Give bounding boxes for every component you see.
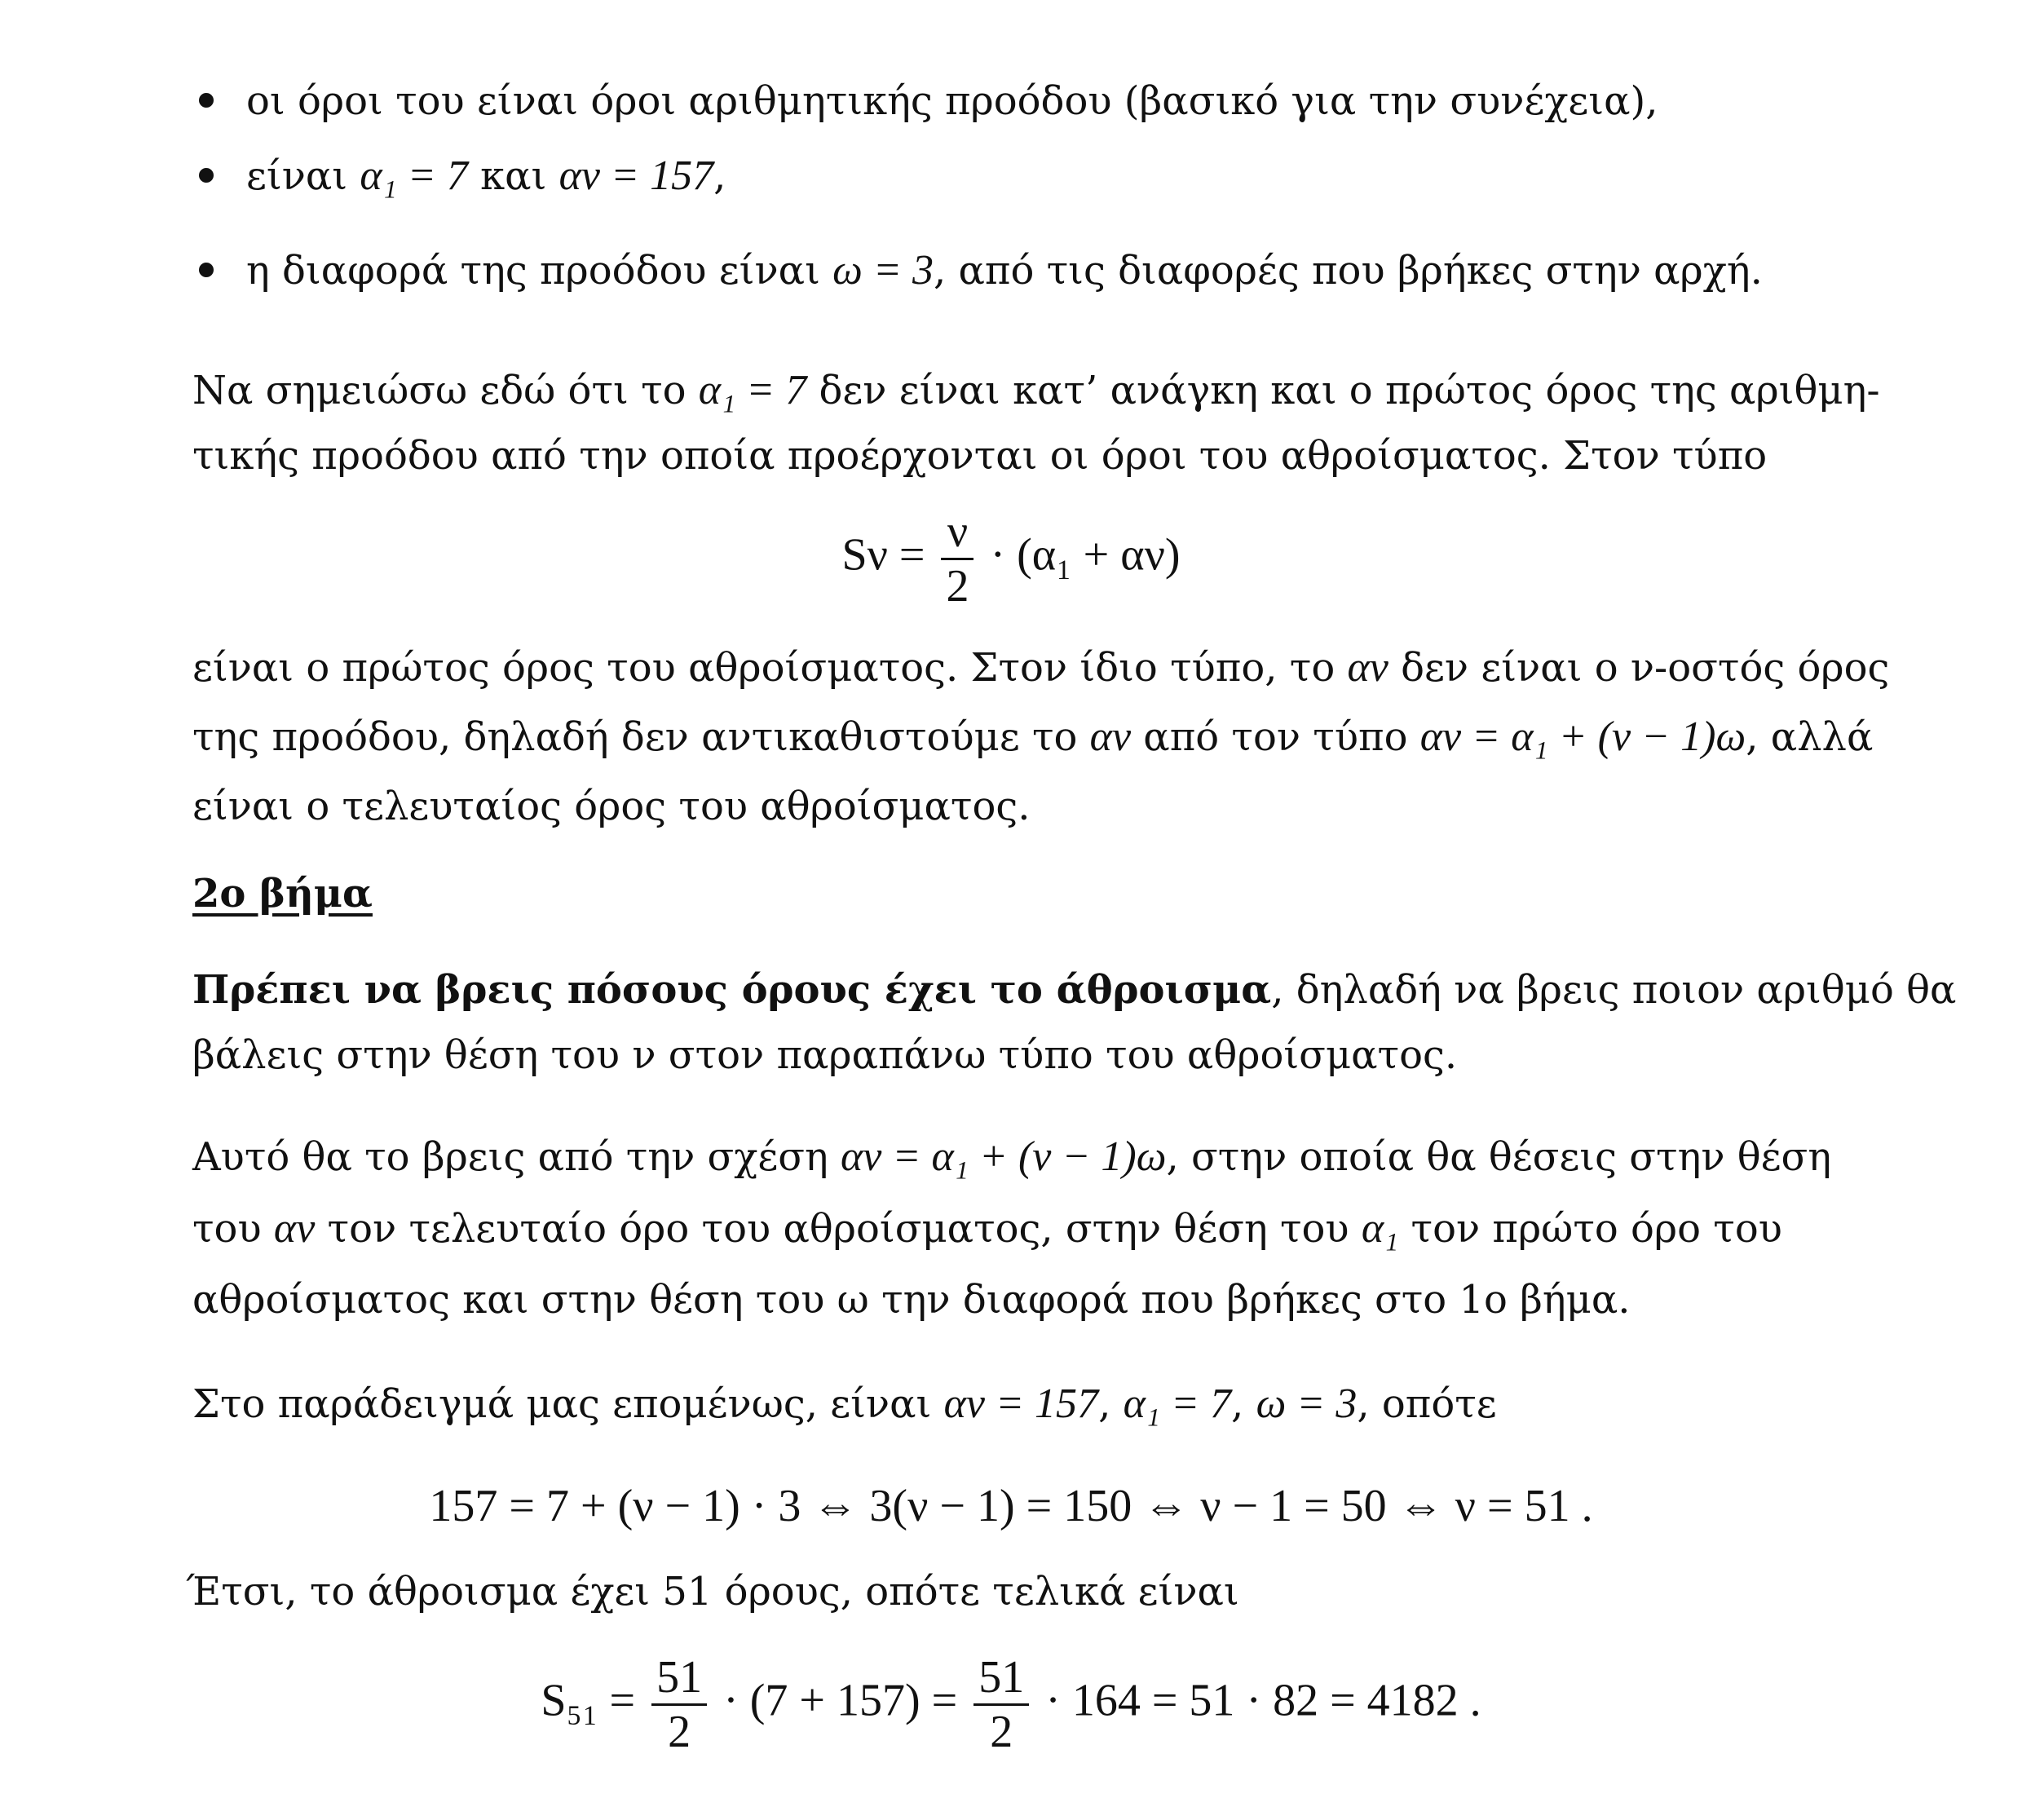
bullet-text: , (713, 153, 726, 199)
bold-text: Πρέπει να βρεις πόσους όρους έχει το άθροισμα (192, 967, 1272, 1013)
bullet-dot (199, 263, 214, 277)
fraction-numerator: 51 (973, 1651, 1029, 1706)
fraction-denominator: 2 (946, 561, 969, 612)
bullet-text: οι όροι του είναι όροι αριθμητικής προόδου (βασικό για την συνέχεια), (246, 78, 1658, 124)
bullet-dot (199, 93, 214, 108)
text: από τον τύπο (1143, 714, 1408, 760)
text: Αυτό θα το βρεις από την σχέση (192, 1134, 828, 1180)
text: τον τελευταίο όρο του αθροίσματος, στην θέση του (327, 1206, 1349, 1252)
text: τον πρώτο όρο του (1411, 1206, 1782, 1252)
paragraph-line (192, 784, 1856, 829)
text: Στο παράδειγμά μας επομένως, είναι (192, 1381, 932, 1427)
paragraph-line (192, 1277, 1856, 1323)
paragraph-line: Στο παράδειγμά μας επομένως, είναι αν = 157, α₁ = 7, ω = 3, οπότε (192, 1380, 1497, 1427)
bullet-dot (199, 168, 214, 183)
paragraph-line (192, 1205, 1856, 1252)
paragraph-line (192, 1133, 1856, 1180)
formula-middle: · (7 + 157) = (723, 1675, 958, 1726)
text: δεν είναι ο ν-οστός όρος (1401, 645, 1890, 691)
math-inline: α₁ = 7 (1123, 1380, 1232, 1427)
paragraph-line (192, 1032, 1856, 1078)
text: , δηλαδή να βρεις ποιον αριθμό θα (1271, 967, 1957, 1013)
math-inline: αν (1089, 713, 1132, 760)
math-inline: αν (1347, 644, 1388, 691)
text: αθροίσματος και στην θέση του ω την διαφορά που βρήκες στο 1ο βήμα. (192, 1277, 1631, 1323)
paragraph-line (192, 713, 1874, 760)
text: του (192, 1206, 262, 1252)
math-inline: α₁ = 7 (360, 152, 468, 199)
bullet-item-2 (246, 152, 1909, 199)
math-inline: αν (273, 1205, 316, 1252)
formula-rhs: · 164 = 51 · 82 = 4182 . (1045, 1675, 1481, 1726)
math-inline: α₁ = 7 (698, 367, 807, 413)
fraction (651, 1651, 707, 1758)
formula-sum: Sν = $\frac{\nu}{2}$ · (α₁ + αν) (841, 506, 1181, 612)
text: είναι ο τελευταίος όρος του αθροίσματος. (192, 784, 1031, 829)
math-inline: α₁ (1361, 1205, 1399, 1252)
paragraph-line (192, 433, 1856, 479)
text: Να σημειώσω εδώ ότι το (192, 368, 687, 413)
text: δεν είναι κατ’ ανάγκη και ο πρώτος όρος της αριθμη- (819, 368, 1880, 413)
fraction-denominator: 2 (990, 1707, 1013, 1757)
bullet-text: είναι (246, 153, 348, 199)
formula-lhs: S₅₁ = (541, 1675, 636, 1726)
math-inline: αν = 157 (943, 1380, 1099, 1427)
text: βάλεις στην θέση του ν στον παραπάνω τύπο του αθροίσματος. (192, 1032, 1458, 1078)
fraction-numerator: 51 (651, 1651, 707, 1706)
bullet-text: και (480, 153, 547, 199)
math-inline: αν = α₁ + (ν − 1)ω (841, 1133, 1167, 1180)
text: , στην οποία θα θέσεις στην θέση (1166, 1134, 1832, 1180)
paragraph-line (192, 967, 1957, 1013)
bullet-item-3 (246, 247, 1909, 294)
paragraph-line (186, 1569, 1849, 1615)
fraction-numerator: ν (941, 506, 973, 560)
formula-rhs: (α₁ + αν) (1017, 529, 1181, 581)
text: τικής προόδου από την οποία προέρχονται οι όροι του αθροίσματος. Στον τύπο (192, 433, 1768, 479)
paragraph-line (192, 367, 1880, 413)
math-inline: ω = 3 (832, 247, 934, 294)
bullet-item-1 (246, 78, 1909, 124)
math-inline: αν = α₁ + (ν − 1)ω (1419, 713, 1746, 760)
formula-solve-n: 157 = 7 + (ν − 1) · 3 ⇔ 3(ν − 1) = 150 ⇔ ν − 1 = 50 ⇔ ν = 51 . (429, 1481, 1593, 1531)
text: της προόδου, δηλαδή δεν αντικαθιστούμε το (192, 714, 1078, 760)
bullet-text: η διαφορά της προόδου είναι (246, 248, 820, 294)
math-inline: ω = 3 (1256, 1380, 1358, 1427)
math-inline: αν = 157 (558, 152, 714, 199)
formula-lhs: Sν = (841, 529, 925, 581)
paragraph-line (192, 644, 1890, 691)
fraction (973, 1651, 1029, 1758)
fraction (941, 506, 973, 612)
text: , αλλά (1746, 714, 1874, 760)
bullet-text: , από τις διαφορές που βρήκες στην αρχή. (933, 248, 1763, 294)
text: Έτσι, το άθροισμα έχει 51 όρους, οπότε τελικά είναι (186, 1569, 1239, 1615)
formula-final-sum (0, 1651, 2022, 1758)
section-heading: 2ο βήμα (192, 871, 373, 917)
text: είναι ο πρώτος όρος του αθροίσματος. Στον ίδιο τύπο, το (192, 645, 1335, 691)
text: , οπότε (1357, 1381, 1497, 1427)
fraction-denominator: 2 (668, 1707, 691, 1757)
